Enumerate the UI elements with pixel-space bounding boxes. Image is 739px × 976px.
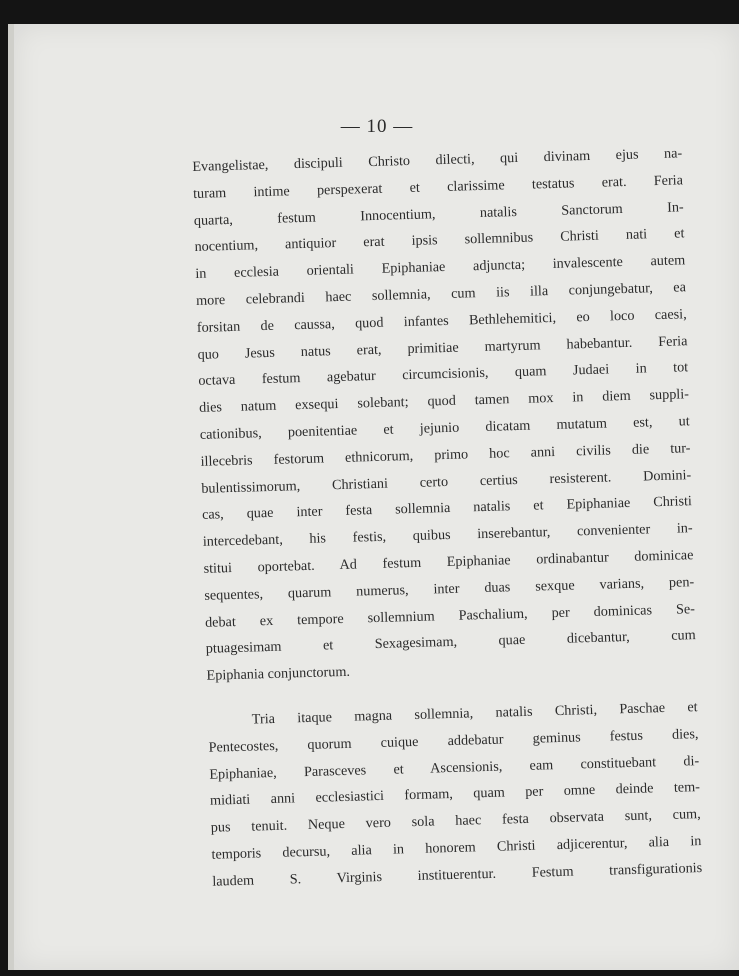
text-line: Epiphaniae, Parasceves et Ascensionis, eam constituebant di-: [209, 752, 700, 783]
text-line: illecebris festorum ethnicorum, primo hoc anni civilis die tur-: [200, 439, 691, 470]
text-line: pus tenuit. Neque vero sola haec festa observata sunt, cum,: [210, 806, 701, 836]
book-page: [8, 24, 739, 970]
text-line: forsitan de caussa, quod infantes Bethlehemitici, eo loco caesi,: [196, 306, 687, 336]
text-line: turam intime perspexerat et clarissime testatus erat. Feria: [192, 172, 684, 202]
page-body: [192, 140, 703, 895]
text-line: debat ex tempore sollemnium Paschalium, per dominicas Se-: [204, 600, 696, 631]
text-line: Pentecostes, quorum cuique addebatur geminus festus dies,: [208, 725, 699, 756]
text-line: stitui oportebat. Ad festum Epiphaniae ordinabantur dominicae: [203, 547, 694, 577]
text-line: ptuagesimam et Sexagesimam, quae dicebantur, cum: [205, 627, 696, 658]
text-line: cationibus, poenitentiae et jejunio dicatam mutatum est, ut: [199, 413, 690, 443]
text-line: temporis decursu, alia in honorem Christi adjicerentur, alia in: [211, 832, 702, 863]
text-line: bulentissimorum, Christiani certo certius resisterent. Domini-: [201, 466, 692, 497]
text-line: dies natum exsequi solebant; quod tamen mox in diem suppli-: [198, 386, 690, 417]
text-line: more celebrandi haec sollemnia, cum iis illa conjungebatur, ea: [195, 279, 687, 309]
text-line: octava festum agebatur circumcisionis, quam Judaei in tot: [198, 359, 689, 390]
text-line: intercedebant, his festis, quibus inserebantur, convenienter in-: [202, 520, 693, 551]
text-line: Tria itaque magna sollemnia, natalis Christi, Paschae et: [251, 699, 698, 728]
text-line: in ecclesia orientali Epiphaniae adjuncta; invalescente autem: [195, 252, 686, 283]
text-line: nocentium, antiquior erat ipsis sollemnibus Christi nati et: [194, 225, 685, 256]
text-line: sequentes, quarum numerus, inter duas sexque varians, pen-: [204, 573, 695, 604]
text-line: quo Jesus natus erat, primitiae martyrum habebantur. Feria: [197, 332, 688, 363]
text-line: Evangelistae, discipuli Christo dilecti, qui divinam ejus na-: [192, 145, 683, 175]
text-line: Epiphania conjunctorum.: [206, 663, 351, 684]
paragraph-1: [192, 140, 697, 689]
text-line: laudem S. Virginis instituerentur. Festum transfigurationis: [212, 859, 703, 890]
page-number: — 10 —: [340, 116, 414, 137]
text-line: quarta, festum Innocentium, natalis Sanctorum In-: [193, 198, 684, 229]
text-line: midiati anni ecclesiastici formam, quam per omne deinde tem-: [209, 779, 701, 810]
paragraph-2: [207, 694, 702, 895]
text-line: cas, quae inter festa sollemnia natalis et Epiphaniae Christi: [201, 493, 693, 524]
